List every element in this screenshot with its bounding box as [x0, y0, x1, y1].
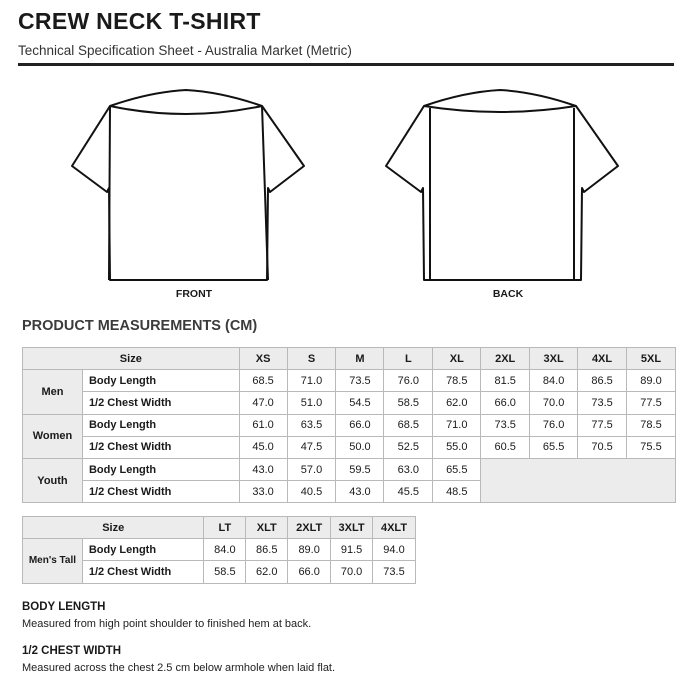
size-col: 3XL: [530, 348, 578, 370]
cell: 58.5: [384, 392, 433, 414]
size-col: 2XL: [481, 348, 530, 370]
cell: 51.0: [287, 392, 336, 414]
cell: 73.5: [336, 370, 384, 392]
row-label: 1/2 Chest Width: [82, 481, 239, 503]
cell: 70.0: [530, 392, 578, 414]
cell: 65.5: [530, 436, 578, 458]
table-row: [23, 458, 676, 480]
chest-width-text: Measured across the chest 2.5 cm below armhole when laid flat.: [22, 662, 336, 674]
cell: 63.5: [287, 414, 336, 436]
cell: 66.0: [481, 392, 530, 414]
group-women: Women: [23, 414, 83, 458]
cell: 84.0: [530, 370, 578, 392]
cell: 77.5: [627, 392, 676, 414]
back-label: BACK: [492, 288, 524, 300]
cell: 81.5: [481, 370, 530, 392]
cell: 68.5: [384, 414, 433, 436]
table-row: [23, 414, 676, 436]
body-length-heading: BODY LENGTH: [22, 601, 106, 613]
cell: 47.0: [239, 392, 287, 414]
body-length-text: Measured from high point shoulder to finished hem at back.: [22, 618, 312, 630]
size-col: L: [384, 348, 433, 370]
size-col: XL: [433, 348, 481, 370]
cell: 62.0: [433, 392, 481, 414]
size-header: Size: [23, 517, 204, 539]
size-col: 4XL: [578, 348, 627, 370]
cell: 77.5: [578, 414, 627, 436]
row-label: Body Length: [82, 370, 239, 392]
front-shirt-outline: [70, 88, 310, 288]
back-shirt-diagram: [384, 88, 624, 288]
cell: 89.0: [627, 370, 676, 392]
cell: 86.5: [246, 539, 288, 561]
cell: 52.5: [384, 436, 433, 458]
cell: 78.5: [433, 370, 481, 392]
size-header: Size: [23, 348, 240, 370]
cell: 40.5: [287, 481, 336, 503]
size-col: 3XLT: [331, 517, 373, 539]
cell: 45.0: [239, 436, 287, 458]
row-label: Body Length: [82, 539, 204, 561]
cell: 76.0: [530, 414, 578, 436]
table-row: [23, 436, 676, 458]
size-col: LT: [204, 517, 246, 539]
cell: 71.0: [433, 414, 481, 436]
cell: 61.0: [239, 414, 287, 436]
cell: 68.5: [239, 370, 287, 392]
cell: 70.5: [578, 436, 627, 458]
row-label: 1/2 Chest Width: [82, 561, 204, 583]
header-rule: [18, 63, 674, 66]
row-label: Body Length: [82, 458, 239, 480]
size-col: 4XLT: [373, 517, 416, 539]
cell: 48.5: [433, 481, 481, 503]
cell: 43.0: [239, 458, 287, 480]
cell: 73.5: [373, 561, 416, 583]
table-row: [23, 561, 416, 583]
cell: 76.0: [384, 370, 433, 392]
cell: 59.5: [336, 458, 384, 480]
section-title: PRODUCT MEASUREMENTS (CM): [22, 318, 258, 334]
size-header-row: [23, 517, 416, 539]
cell: 47.5: [287, 436, 336, 458]
measurements-table: [22, 347, 676, 503]
table-row: [23, 370, 676, 392]
cell: 55.0: [433, 436, 481, 458]
cell: 33.0: [239, 481, 287, 503]
cell: 91.5: [331, 539, 373, 561]
group-mens-tall: Men's Tall: [23, 539, 83, 583]
cell: 43.0: [336, 481, 384, 503]
page-subtitle: Technical Specification Sheet - Australia Market (Metric): [18, 43, 352, 58]
cell: 86.5: [578, 370, 627, 392]
cell: 66.0: [288, 561, 331, 583]
group-youth: Youth: [23, 458, 83, 502]
size-col: 5XL: [627, 348, 676, 370]
cell: 62.0: [246, 561, 288, 583]
size-col: XLT: [246, 517, 288, 539]
size-header-row: [23, 348, 676, 370]
size-col: XS: [239, 348, 287, 370]
cell: 70.0: [331, 561, 373, 583]
cell: 57.0: [287, 458, 336, 480]
cell: 66.0: [336, 414, 384, 436]
empty-cell: [481, 458, 676, 502]
row-label: 1/2 Chest Width: [82, 436, 239, 458]
back-shirt-outline: [384, 88, 624, 288]
chest-width-heading: 1/2 CHEST WIDTH: [22, 645, 122, 657]
cell: 60.5: [481, 436, 530, 458]
size-col: S: [287, 348, 336, 370]
cell: 73.5: [481, 414, 530, 436]
cell: 58.5: [204, 561, 246, 583]
row-label: Body Length: [82, 414, 239, 436]
cell: 89.0: [288, 539, 331, 561]
row-label: 1/2 Chest Width: [82, 392, 239, 414]
table-row: [23, 392, 676, 414]
size-col: 2XLT: [288, 517, 331, 539]
cell: 71.0: [287, 370, 336, 392]
cell: 45.5: [384, 481, 433, 503]
cell: 75.5: [627, 436, 676, 458]
cell: 84.0: [204, 539, 246, 561]
table-row: [23, 539, 416, 561]
page-title: CREW NECK T-SHIRT: [18, 8, 261, 34]
front-label: FRONT: [175, 288, 213, 300]
cell: 94.0: [373, 539, 416, 561]
size-col: M: [336, 348, 384, 370]
cell: 63.0: [384, 458, 433, 480]
front-shirt-diagram: [70, 88, 310, 288]
cell: 54.5: [336, 392, 384, 414]
group-men: Men: [23, 370, 83, 414]
cell: 73.5: [578, 392, 627, 414]
tall-measurements-table: [22, 516, 416, 584]
cell: 65.5: [433, 458, 481, 480]
cell: 78.5: [627, 414, 676, 436]
cell: 50.0: [336, 436, 384, 458]
